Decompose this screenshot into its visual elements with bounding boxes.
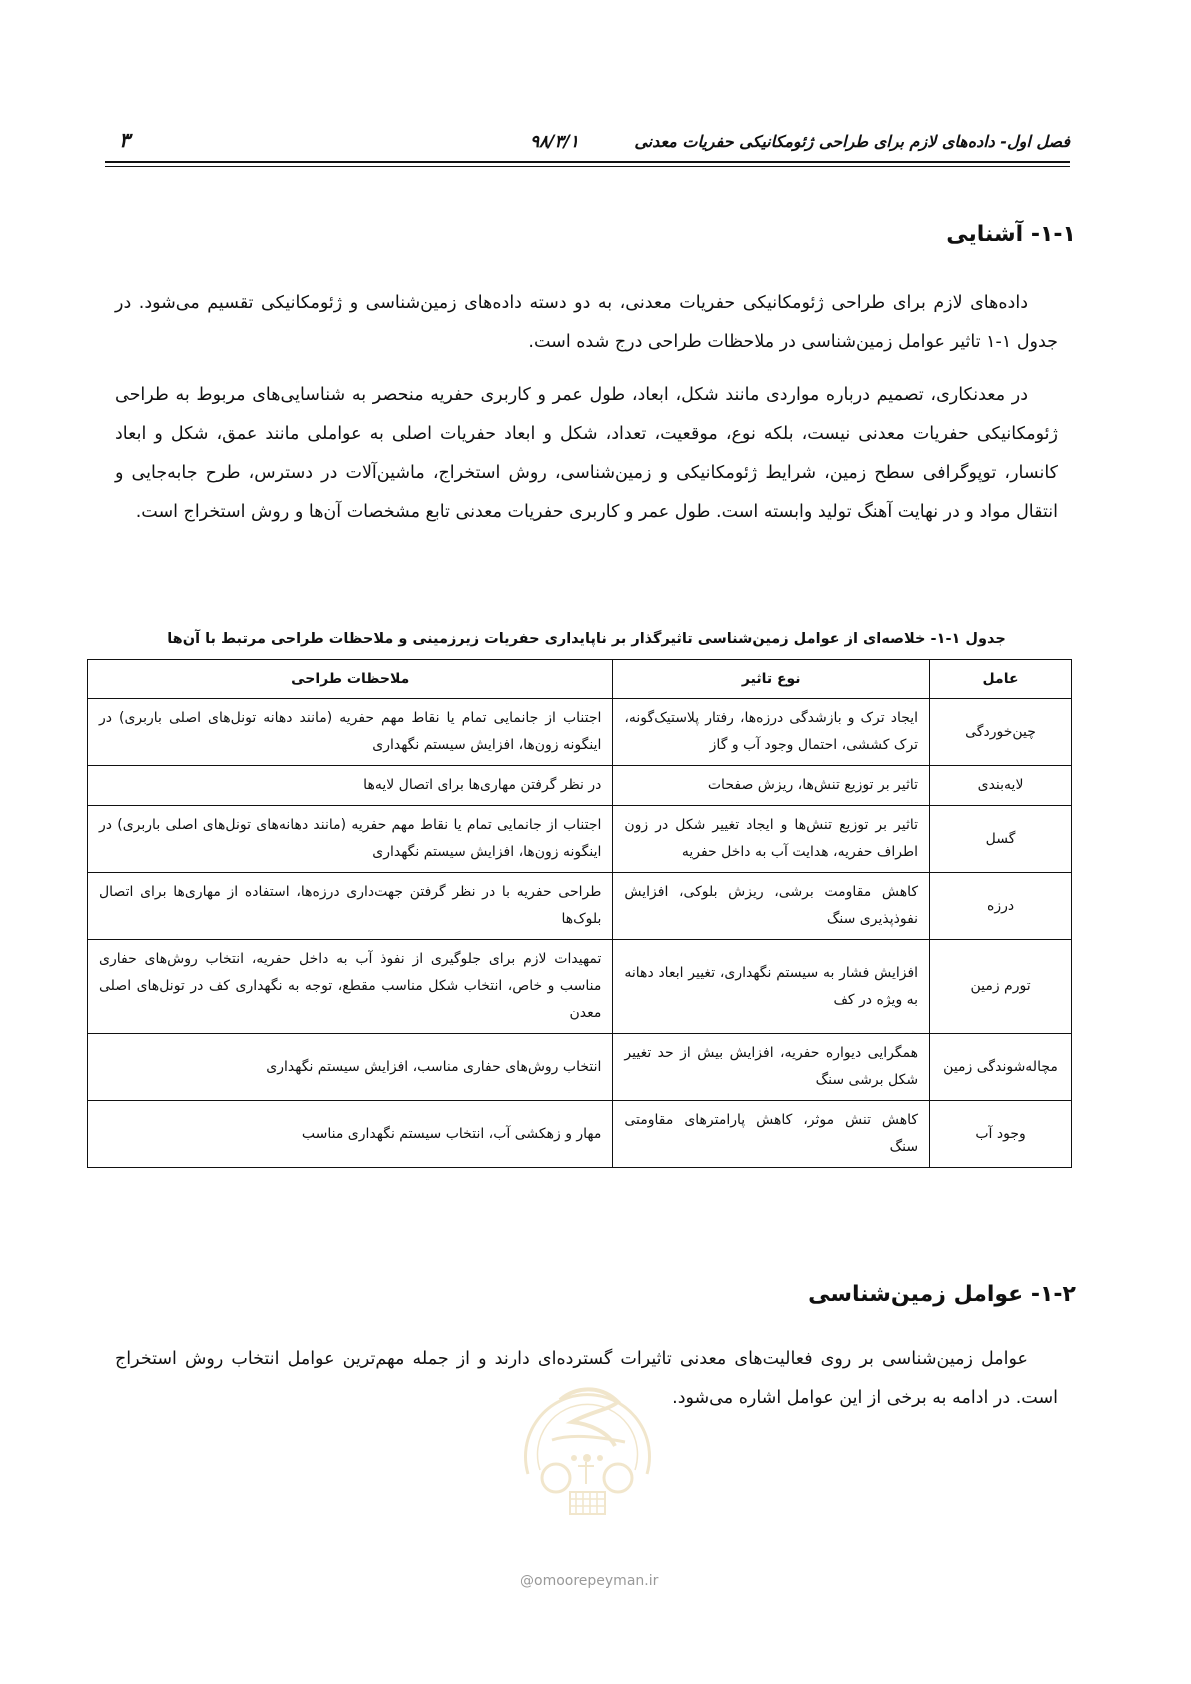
table-row — [88, 1034, 1072, 1101]
geology-factors-table — [87, 659, 1072, 1168]
table-row — [88, 1101, 1072, 1168]
watermark-url: @omoorepeyman.ir — [520, 1573, 659, 1589]
column-header-effect: نوع تاثیر — [613, 660, 930, 699]
header-date: ۹۸/۳/۱ — [530, 132, 579, 152]
table-caption: جدول ۱-۱- خلاصه‌ای از عوامل زمین‌شناسی تاثیرگذار بر ناپایداری حفریات زیرزمینی و ملاحظات طراحی مرتبط با آن‌ها — [167, 631, 1006, 647]
factor-cell: گسل — [930, 806, 1072, 873]
header-rule-thin — [105, 166, 1070, 167]
design-note-cell: تمهیدات لازم برای جلوگیری از نفوذ آب به داخل حفریه، انتخاب روش‌های حفاری مناسب و خاص، انتخاب شکل مناسب مقطع، توجه به نگهداری کف در تونل‌های اصلی معدن — [88, 940, 613, 1034]
header-rule-thick — [105, 161, 1070, 163]
design-note-cell: طراحی حفریه با در نظر گرفتن جهت‌داری درزه‌ها، استفاده از مهاری‌ها برای اتصال بلوک‌ها — [88, 873, 613, 940]
effect-cell: تاثیر بر توزیع تنش‌ها، ریزش صفحات — [613, 766, 930, 806]
paragraph: داده‌های لازم برای طراحی ژئومکانیکی حفریات معدنی، به دو دسته داده‌های زمین‌شناسی و ژئومکانیکی تقسیم می‌شود. در جدول ۱-۱ تاثیر عوامل زمین‌شناسی در ملاحظات طراحی درج شده است. — [115, 293, 1058, 352]
running-header — [105, 128, 1070, 158]
section-heading-geology: ۱-۲- عوامل زمین‌شناسی — [808, 1282, 1076, 1307]
page-number: ۳ — [119, 128, 130, 152]
chapter-title: فصل اول- داده‌های لازم برای طراحی ژئومکانیکی حفریات معدنی — [634, 132, 1070, 151]
section-heading-intro: ۱-۱- آشنایی — [946, 222, 1076, 247]
factor-cell: تورم زمین — [930, 940, 1072, 1034]
table-row — [88, 940, 1072, 1034]
design-note-cell: در نظر گرفتن مهاری‌ها برای اتصال لایه‌ها — [88, 766, 613, 806]
design-note-cell: اجتناب از جانمایی تمام یا نقاط مهم حفریه (مانند دهانه تونل‌های اصلی باربری) در اینگونه زون‌ها، افزایش سیستم نگهداری — [88, 699, 613, 766]
effect-cell: کاهش مقاومت برشی، ریزش بلوکی، افزایش نفوذپذیری سنگ — [613, 873, 930, 940]
effect-cell: تاثیر بر توزیع تنش‌ها و ایجاد تغییر شکل در زون اطراف حفریه، هدایت آب به داخل حفریه — [613, 806, 930, 873]
design-note-cell: انتخاب روش‌های حفاری مناسب، افزایش سیستم نگهداری — [88, 1034, 613, 1101]
design-note-cell: اجتناب از جانمایی تمام یا نقاط مهم حفریه (مانند دهانه‌های تونل‌های اصلی باربری) در اینگونه زون‌ها، افزایش سیستم نگهداری — [88, 806, 613, 873]
factor-cell: درزه — [930, 873, 1072, 940]
watermark-seal-logo — [500, 1362, 675, 1522]
factor-cell: مچاله‌شوندگی زمین — [930, 1034, 1072, 1101]
table-header-row — [88, 660, 1072, 699]
effect-cell: افزایش فشار به سیستم نگهداری، تغییر ابعاد دهانه به ویژه در کف — [613, 940, 930, 1034]
paragraph: در معدنکاری، تصمیم درباره مواردی مانند شکل، ابعاد، طول عمر و کاربری حفریه منحصر به شناسایی‌های مربوط به طراحی ژئومکانیکی حفریات معدنی نیست، بلکه نوع، موقعیت، تعداد، شکل و ابعاد حفریات اصلی به عواملی مانند عمق، شکل و ابعاد کانسار، توپوگرافی سطح زمین، شرایط ژئومکانیکی و زمین‌شناسی، روش استخراج، ماشین‌آلات در دسترس، طرح جابه‌جایی و انتقال مواد و در نهایت آهنگ تولید وابسته است. طول عمر و کاربری حفریات معدنی تابع مشخصات آن‌ها و روش استخراج است. — [115, 385, 1058, 522]
factor-cell: وجود آب — [930, 1101, 1072, 1168]
factor-cell: لایه‌بندی — [930, 766, 1072, 806]
effect-cell: کاهش تنش موثر، کاهش پارامترهای مقاومتی سنگ — [613, 1101, 930, 1168]
column-header-design: ملاحظات طراحی — [88, 660, 613, 699]
effect-cell: ایجاد ترک و بازشدگی درزه‌ها، رفتار پلاستیک‌گونه، ترک کششی، احتمال وجود آب و گاز — [613, 699, 930, 766]
table-row — [88, 806, 1072, 873]
table-row — [88, 766, 1072, 806]
design-note-cell: مهار و زهکشی آب، انتخاب سیستم نگهداری مناسب — [88, 1101, 613, 1168]
table-row — [88, 873, 1072, 940]
effect-cell: همگرایی دیواره حفریه، افزایش بیش از حد تغییر شکل برشی سنگ — [613, 1034, 930, 1101]
paragraph: عوامل زمین‌شناسی بر روی فعالیت‌های معدنی تاثیرات گسترده‌ای دارند و از جمله مهم‌ترین عوامل انتخاب روش استخراج است. در ادامه به برخی از این عوامل اشاره می‌شود. — [115, 1349, 1058, 1408]
column-header-factor: عامل — [930, 660, 1072, 699]
table-row — [88, 699, 1072, 766]
factor-cell: چین‌خوردگی — [930, 699, 1072, 766]
